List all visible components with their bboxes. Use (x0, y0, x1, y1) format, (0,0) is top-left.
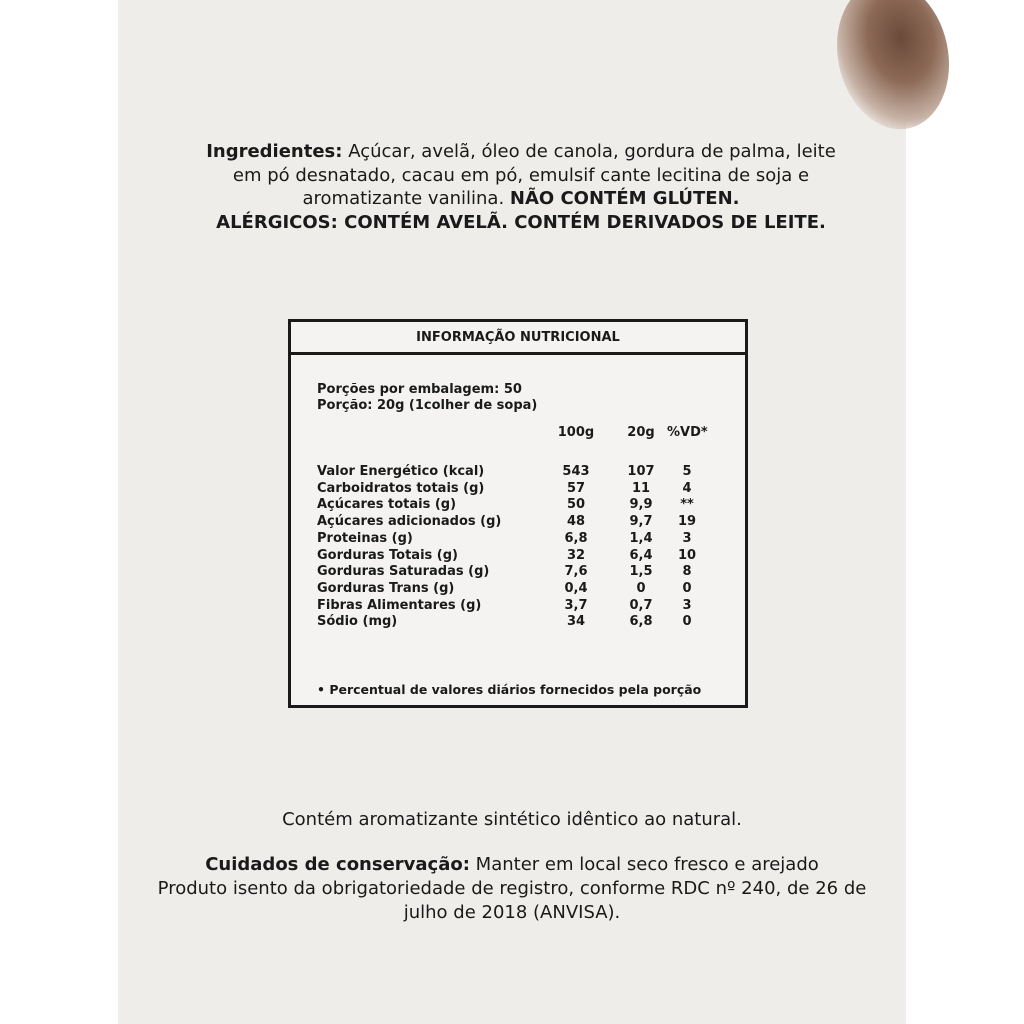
value-100g: 0,4 (564, 580, 588, 596)
value-20g: 1,5 (629, 564, 653, 580)
value-20g: 9,7 (629, 514, 653, 530)
value-100g: 57 (566, 480, 586, 496)
value-20g: 107 (627, 464, 655, 479)
value-vd: 5 (682, 464, 692, 479)
aroma-note: Contém aromatizante sintético idêntico ao natural. (282, 809, 742, 830)
nutrition-title: INFORMAÇÃO NUTRICIONAL (291, 322, 745, 355)
values-100g (551, 464, 601, 631)
nutrient-name: Gorduras Totais (g) (317, 547, 458, 563)
value-vd: 4 (682, 480, 692, 496)
serving-info (317, 382, 537, 414)
allergens-statement: ALÉRGICOS: CONTÉM AVELÃ. CONTÉM DERIVADOS DE LEITE. (216, 211, 826, 233)
value-100g: 50 (566, 497, 586, 513)
nutrition-footnote: • Percentual de valores diários fornecidos pela porção (317, 682, 702, 697)
value-vd: 8 (682, 564, 692, 580)
nutrient-name: Açúcares totais (g) (317, 497, 457, 513)
value-100g: 48 (566, 514, 586, 530)
value-20g: 9,9 (629, 497, 653, 513)
gluten-statement: NÃO CONTÉM GLÚTEN. (509, 188, 740, 209)
conservation-label: Cuidados de conservação: (205, 854, 470, 875)
value-20g: 11 (631, 480, 651, 496)
nutrient-name: Gorduras Trans (g) (317, 580, 455, 596)
value-vd: 0 (682, 614, 692, 630)
value-vd: 3 (682, 530, 692, 546)
conservation-block (140, 853, 884, 925)
value-100g: 7,6 (564, 564, 588, 580)
ingredients-text: Açúcar, avelã, óleo de canola, gordura de palma, leite em pó desnatado, cacau em pó, emulsif cante lecitina de soja e aromatizante vanilina. (232, 141, 836, 209)
value-vd: ** (680, 497, 694, 513)
value-vd: 10 (677, 547, 697, 563)
value-100g: 34 (566, 614, 586, 630)
nutrient-names (317, 464, 501, 631)
nutrient-name: Açúcares adicionados (g) (317, 514, 502, 530)
value-100g: 543 (562, 464, 590, 479)
column-header-20g: 20g (627, 425, 655, 440)
value-20g: 6,8 (629, 614, 653, 630)
value-100g: 3,7 (564, 597, 588, 613)
value-vd: 0 (682, 580, 692, 596)
serving-size: Porção: 20g (1colher de sopa) (317, 398, 538, 413)
column-header-vd: %VD* (667, 425, 708, 440)
registration-note: Produto isento da obrigatoriedade de registro, conforme RDC nº 240, de 26 de julho de 2018 (ANVISA). (157, 878, 867, 923)
values-20g (621, 464, 661, 631)
value-vd: 19 (677, 514, 697, 530)
value-20g: 0,7 (629, 597, 653, 613)
ingredients-block (200, 140, 842, 234)
nutrient-name: Sódio (mg) (317, 614, 398, 630)
value-vd: 3 (682, 597, 692, 613)
value-100g: 32 (566, 547, 586, 563)
value-100g: 6,8 (564, 530, 588, 546)
nutrient-name: Carboidratos totais (g) (317, 480, 485, 496)
value-20g: 6,4 (629, 547, 653, 563)
servings-per-package: Porções por embalagem: 50 (317, 382, 522, 397)
nutrient-name: Valor Energético (kcal) (317, 464, 485, 479)
nutrient-name: Proteinas (g) (317, 530, 413, 546)
value-20g: 0 (636, 580, 646, 596)
column-header-100g: 100g (557, 425, 595, 440)
nutrient-name: Gorduras Saturadas (g) (317, 564, 490, 580)
ingredients-label: Ingredientes: (206, 141, 343, 162)
values-vd (667, 464, 707, 631)
nutrition-facts-table (288, 319, 748, 708)
conservation-text: Manter em local seco fresco e arejado (475, 854, 819, 875)
value-20g: 1,4 (629, 530, 653, 546)
nutrient-name: Fibras Alimentares (g) (317, 597, 482, 613)
